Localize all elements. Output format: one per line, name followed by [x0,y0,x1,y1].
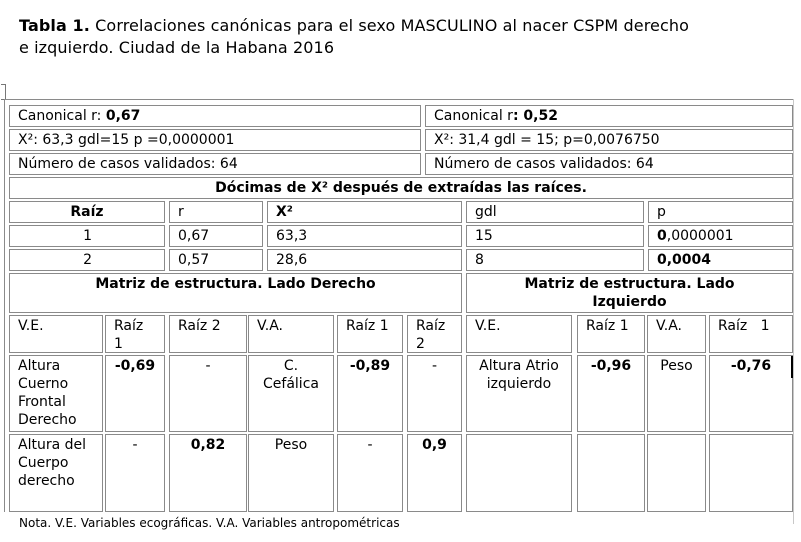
structure-row2-va-raiz1: - [337,434,403,512]
caption-line-2: e izquierdo. Ciudad de la Habana 2016 [19,38,335,57]
structure-row2-empty-3 [647,434,706,512]
docimas-row2-chi: 28,6 [267,249,462,271]
docimas-row2-r: 0,57 [169,249,263,271]
right-chi-square: X²: 31,4 gdl = 15; p=0,0076750 [425,129,793,151]
structure-header-va-raiz1: Raíz 1 [337,315,403,353]
left-canonical-r [9,105,421,127]
docimas-row2-raiz: 2 [9,249,165,271]
docimas-header-gdl: gdl [466,201,644,223]
structure-row2-ve: Altura del Cuerpo derecho [9,434,103,512]
right-canonical-value: : 0,52 [512,108,558,124]
caption-text-1: Correlaciones canónicas para el sexo MASCULINO al nacer CSPM derecho [89,16,689,35]
left-valid-cases: Número de casos validados: 64 [9,153,421,175]
structure-row1-ve-izq: Altura Atrio izquierdo [466,355,572,432]
table-handle[interactable] [1,84,6,100]
structure-row1-va: C. Cefálica [248,355,334,432]
structure-row1-va-raiz2: - [407,355,462,432]
text-cursor [791,356,793,378]
docimas-header-p: p [648,201,793,223]
docimas-row2-p: 0,0004 [648,249,793,271]
structure-row1-va-izq: Peso [647,355,706,432]
docimas-row1-r: 0,67 [169,225,263,247]
left-chi-square: X²: 63,3 gdl=15 p =0,0000001 [9,129,421,151]
docimas-header-chi: X² [267,201,462,223]
structure-row1-va-raiz1: -0,89 [337,355,403,432]
structure-right-title [466,273,793,313]
structure-left-title: Matriz de estructura. Lado Derecho [9,273,462,313]
table-caption [19,15,689,59]
table-edge [793,99,801,524]
structure-header-raiz1-left: Raíz 1 [105,315,165,353]
structure-header-raiz2-left: Raíz 2 [169,315,247,353]
docimas-header-r: r [169,201,263,223]
docimas-title: Dócimas de X² después de extraídas las raíces. [9,177,793,199]
structure-row1-ve: Altura Cuerno Frontal Derecho [9,355,103,432]
structure-header-ve-right: V.E. [466,315,572,353]
right-canonical-r [425,105,793,127]
docimas-row1-raiz: 1 [9,225,165,247]
structure-row2-va-raiz2: 0,9 [407,434,462,512]
structure-row2-raiz1: - [105,434,165,512]
caption-line-1 [19,15,689,37]
right-canonical-label: Canonical r [434,108,513,124]
structure-row1-raiz2: - [169,355,247,432]
structure-right-title-line1: Matriz de estructura. Lado [524,276,735,292]
docimas-row1-chi: 63,3 [267,225,462,247]
structure-row2-empty-2 [577,434,645,512]
structure-header-va-left: V.A. [248,315,334,353]
docimas-row1-p [648,225,793,247]
structure-header-ve-left: V.E. [9,315,103,353]
structure-header-va-raiz1-right: Raíz 1 [709,315,793,353]
structure-row2-raiz2: 0,82 [169,434,247,512]
docimas-row1-gdl: 15 [466,225,644,247]
docimas-row1-p-bold: 0 [657,228,667,244]
docimas-row1-p-rest: ,0000001 [666,228,734,244]
table-note: Nota. V.E. Variables ecográficas. V.A. Variables antropométricas [19,516,400,530]
structure-row2-empty-1 [466,434,572,512]
structure-row1-va-izq-raiz1: -0,76 [709,355,793,432]
structure-right-title-line2: Izquierdo [592,294,667,310]
structure-row1-ve-izq-raiz1: -0,96 [577,355,645,432]
docimas-header-raiz: Raíz [9,201,165,223]
structure-row2-empty-4 [709,434,793,512]
left-canonical-value: 0,67 [105,108,141,124]
caption-prefix: Tabla 1. [19,16,90,35]
structure-row2-va: Peso [248,434,334,512]
structure-header-va-raiz2: Raíz 2 [407,315,462,353]
structure-header-va-right: V.A. [647,315,706,353]
structure-row1-raiz1: -0,69 [105,355,165,432]
right-valid-cases: Número de casos validados: 64 [425,153,793,175]
left-canonical-label: Canonical r: [18,108,106,124]
structure-header-raiz1-right: Raíz 1 [577,315,645,353]
docimas-row2-gdl: 8 [466,249,644,271]
